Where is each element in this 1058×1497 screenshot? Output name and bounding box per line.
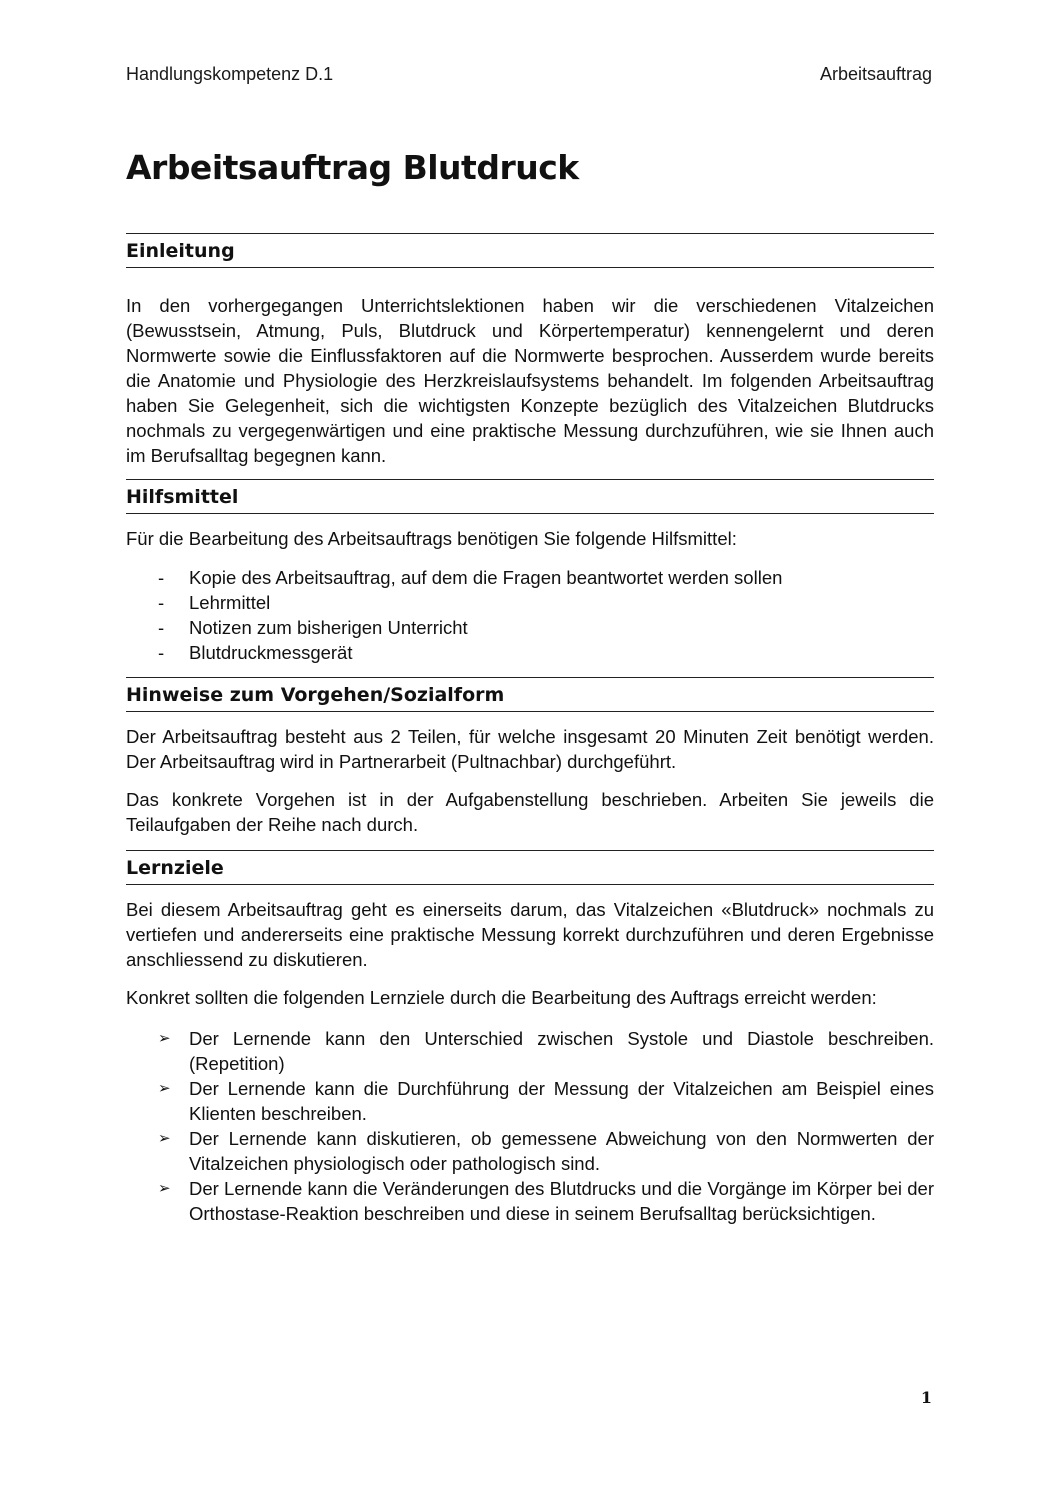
list-item: - Notizen zum bisherigen Unterricht (126, 615, 934, 640)
list-item: ➢ Der Lernende kann die Veränderungen des Blutdrucks und die Vorgänge im Körper bei der Orthostase-Reaktion beschreiben und diese in seinem Berufsalltag berücksichtigen. (158, 1178, 934, 1224)
arrow-bullet-icon: ➢ (158, 1080, 171, 1097)
list-item: - Lehrmittel (126, 590, 934, 615)
hinweise-paragraph-2: Das konkrete Vorgehen ist in der Aufgabenstellung beschrieben. Arbeiten Sie jeweils die Teilaufgaben der Reihe nach durch. (126, 789, 934, 835)
heading-einleitung: Einleitung (126, 233, 934, 268)
running-header-left: Handlungskompetenz D.1 (126, 64, 334, 84)
lernziele-list (126, 1026, 934, 1226)
list-item: - Kopie des Arbeitsauftrag, auf dem die Fragen beantwortet werden sollen (126, 565, 934, 590)
einleitung-text: In den vorhergegangen Unterrichtslektionen haben wir die verschiedenen Vitalzeichen (Bewusstsein, Atmung, Puls, Blutdruck und Körpertemperatur) kennengelernt und deren Normwerte sowie die Einflussfaktoren auf die Normwerte besprochen. Ausserdem wurde bereits die Anatomie und Physiologie des Herzkreislaufsystems behandelt. Im folgenden Arbeitsauftrag haben Sie Gelegenheit, sich die wichtigsten Konzepte bezüglich des Vitalzeichen Blutdrucks nochmals zu vergegenwärtigen und eine praktische Messung durchzuführen, wie sie Ihnen auch im Berufsalltag begegnen kann. (126, 295, 934, 466)
list-item: ➢ Der Lernende kann diskutieren, ob gemessene Abweichung von den Normwerten der Vitalzeichen physiologisch oder pathologisch sind. (158, 1128, 934, 1174)
heading-lernziele: Lernziele (126, 850, 934, 885)
running-header-right: Arbeitsauftrag (819, 64, 932, 84)
list-item: - Blutdruckmessgerät (126, 640, 934, 665)
hilfsmittel-list (126, 565, 934, 665)
list-item: ➢ Der Lernende kann die Durchführung der Messung der Vitalzeichen am Beispiel eines Klienten beschreiben. (158, 1078, 934, 1124)
document-title: Arbeitsauftrag Blutdruck (126, 148, 579, 187)
arrow-bullet-icon: ➢ (158, 1180, 171, 1197)
heading-hilfsmittel: Hilfsmittel (126, 479, 934, 514)
lernziele-paragraph-1: Bei diesem Arbeitsauftrag geht es einerseits darum, das Vitalzeichen «Blutdruck» nochmals zu vertiefen und andererseits eine praktische Messung korrekt durchzuführen und deren Ergebnisse anschliessend zu diskutieren. (126, 899, 934, 970)
page-number: 1 (920, 1388, 932, 1407)
lernziele-paragraph-2: Konkret sollten die folgenden Lernziele durch die Bearbeitung des Auftrags erreicht werden: (126, 987, 877, 1008)
hinweise-paragraph-1: Der Arbeitsauftrag besteht aus 2 Teilen, für welche insgesamt 20 Minuten Zeit benötigt werden. Der Arbeitsauftrag wird in Partnerarbeit (Pultnachbar) durchgeführt. (126, 726, 934, 772)
heading-hinweise: Hinweise zum Vorgehen/Sozialform (126, 677, 934, 712)
arrow-bullet-icon: ➢ (158, 1130, 171, 1147)
hilfsmittel-intro: Für die Bearbeitung des Arbeitsauftrags benötigen Sie folgende Hilfsmittel: (126, 528, 737, 549)
arrow-bullet-icon: ➢ (158, 1030, 171, 1047)
document-body (126, 233, 934, 1226)
list-item: ➢ Der Lernende kann den Unterschied zwischen Systole und Diastole beschreiben. (Repetition) (158, 1028, 934, 1074)
